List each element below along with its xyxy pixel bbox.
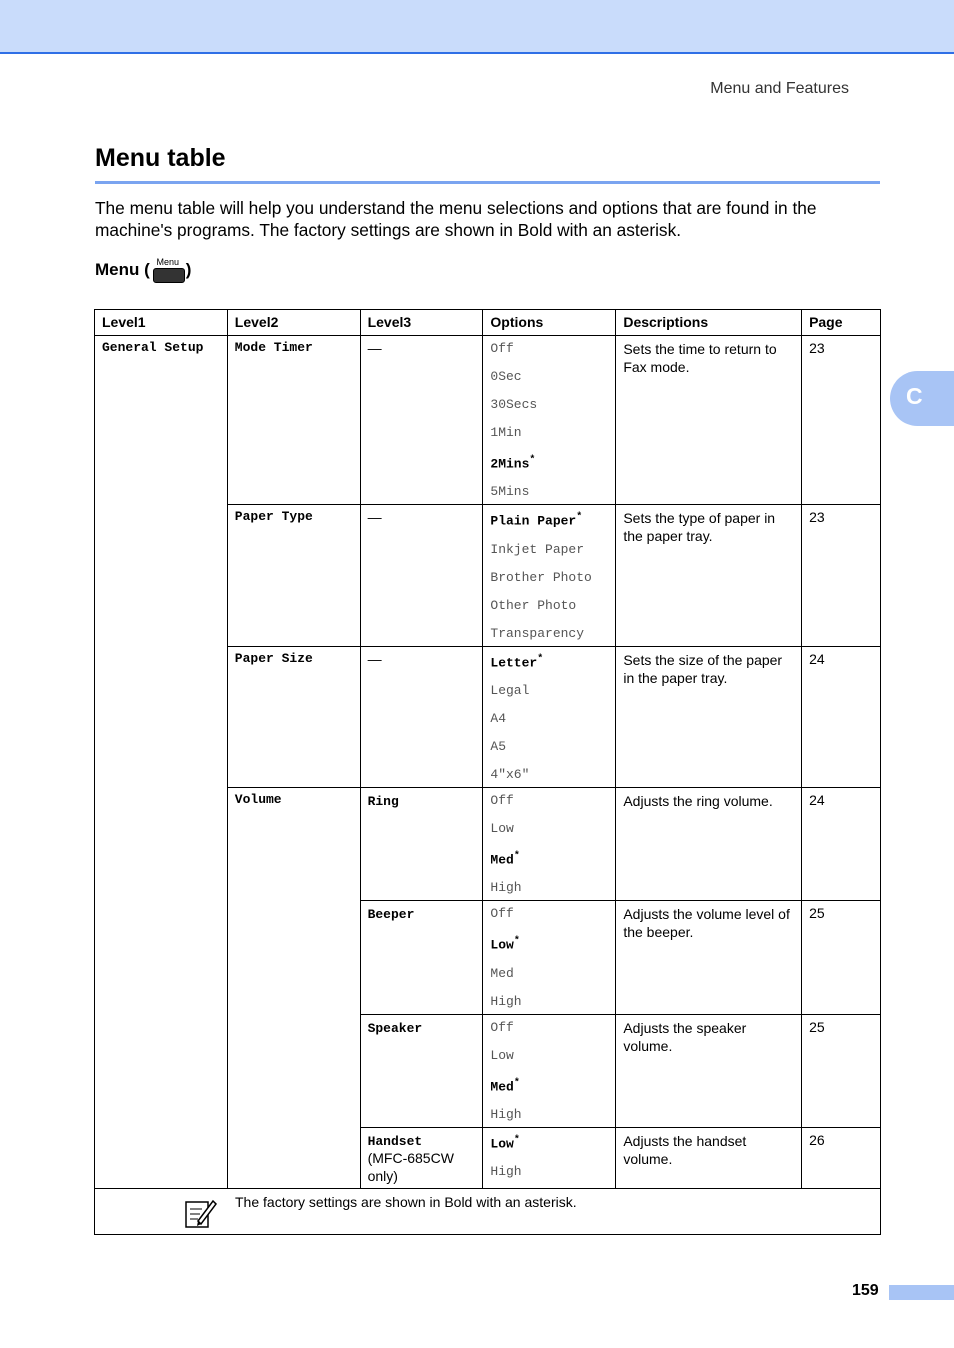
menu-heading [95,257,191,283]
option-text: Off [490,792,514,808]
intro-paragraph: The menu table will help you understand the menu selections and options that are found in the machine's programs. The factory settings are shown in Bold with an asterisk. [95,198,817,240]
default-asterisk: * [513,1077,520,1089]
header-level3: Level3 [360,310,483,336]
cell-level3 [360,336,483,505]
option-item [490,848,608,869]
cell-options [483,1014,616,1127]
option-text: Legal [490,682,530,698]
cell-description: Sets the size of the paper in the paper tray. [616,646,802,787]
cell-level3 [360,787,483,900]
note-text: The factory settings are shown in Bold with an asterisk. [235,1193,577,1210]
option-text: 1Min [490,425,522,440]
option-text: High [490,1106,522,1122]
cell-level2: Volume [227,787,360,1188]
menu-table [94,309,881,1235]
cell-options [483,1127,616,1188]
running-title: Menu and Features [710,80,849,97]
option-text: A4 [490,710,507,726]
menu-key-label: Menu [156,257,180,267]
option-text: Low [490,937,514,953]
option-text: High [490,1164,522,1180]
cell-options [483,901,616,1014]
cell-level1: General Setup [95,336,228,1189]
menu-key-button-shape [153,268,185,283]
cell-level3 [360,1014,483,1127]
header-options: Options [483,310,616,336]
cell-level3 [360,505,483,646]
note-cell [95,1188,881,1234]
table-header-row [95,310,881,336]
cell-level3 [360,1127,483,1188]
menu-key-icon [152,257,184,283]
option-item [490,738,608,756]
option-text: Med [490,1078,514,1094]
cell-level3 [360,646,483,787]
note-pencil-icon [184,1195,218,1229]
option-item [490,766,608,784]
cell-level2: Mode Timer [227,336,360,505]
header-descriptions: Descriptions [616,310,802,336]
level3-note: (MFC-685CW only) [367,1149,454,1184]
option-text: Off [490,341,514,356]
cell-page: 23 [802,336,881,505]
cell-description: Adjusts the volume level of the beeper. [616,901,802,1014]
option-item [490,710,608,728]
cell-level3 [360,901,483,1014]
default-asterisk: * [529,455,536,466]
header-level1: Level1 [95,310,228,336]
option-text: Low [490,1047,514,1063]
chapter-tab [890,371,954,426]
level3-text: — [367,340,382,356]
option-text: Med [490,965,514,981]
page-number-bar [889,1285,954,1300]
cell-options [483,787,616,900]
default-asterisk: * [513,1134,520,1146]
option-item [490,1019,608,1037]
page-number: 159 [852,1282,879,1299]
option-text: Transparency [490,625,585,641]
header-page: Page [802,310,881,336]
cell-page: 24 [802,646,881,787]
option-text: Plain Paper [490,513,577,529]
level3-text: — [367,509,382,526]
option-item [490,509,608,530]
cell-options [483,646,616,787]
option-item [490,905,608,923]
option-text: Other Photo [490,597,577,613]
cell-description: Adjusts the handset volume. [616,1127,802,1188]
level3-text: — [367,650,382,667]
option-text: 2Mins [490,456,530,472]
option-item [490,625,608,643]
option-text: Low [490,820,514,836]
option-item [490,452,608,473]
option-text: High [490,993,522,1009]
option-item [490,879,608,897]
header-band [0,0,954,54]
option-item [490,792,608,810]
cell-level2: Paper Size [227,646,360,787]
option-text: Off [490,906,514,922]
cell-level2: Paper Type [227,505,360,646]
option-item [490,1075,608,1096]
cell-options [483,505,616,646]
note-row [95,1188,881,1234]
option-item [490,820,608,838]
cell-description: Sets the time to return to Fax mode. [616,336,802,505]
table-row [95,336,881,505]
cell-page: 23 [802,505,881,646]
cell-description: Sets the type of paper in the paper tray. [616,505,802,646]
option-item [490,1047,608,1065]
option-text: 30Secs [490,397,538,412]
default-asterisk: * [513,936,520,948]
option-text: 5Mins [490,484,530,500]
option-item [490,483,608,501]
option-text: A5 [490,738,507,754]
option-text: 0Sec [490,369,522,384]
level3-text: Ring [367,793,399,809]
cell-page: 24 [802,787,881,900]
cell-description: Adjusts the speaker volume. [616,1014,802,1127]
option-item [490,1163,608,1181]
option-item [490,396,608,414]
level3-text: Beeper [367,907,415,923]
header-level2: Level2 [227,310,360,336]
option-item [490,597,608,615]
menu-heading-label: Menu ( [95,260,150,279]
option-text: High [490,880,522,896]
default-asterisk: * [537,653,544,665]
chapter-tab-letter: C [906,383,923,409]
option-text: 4"x6" [490,766,530,782]
cell-options [483,336,616,505]
option-text: Low [490,1136,514,1152]
option-item [490,651,608,672]
default-asterisk: * [576,512,583,524]
title-rule [95,181,880,184]
level3-text: Speaker [367,1020,423,1036]
option-item [490,569,608,587]
option-item [490,993,608,1011]
option-item [490,1132,608,1153]
option-item [490,682,608,700]
page-title: Menu table [95,144,226,172]
cell-page: 25 [802,1014,881,1127]
default-asterisk: * [513,850,520,862]
option-text: Letter [490,654,538,670]
cell-page: 25 [802,901,881,1014]
option-item [490,340,608,358]
menu-heading-close: ) [185,260,192,279]
level3-text: Handset [367,1133,423,1149]
option-item [490,541,608,559]
option-text: Med [490,852,514,868]
option-item [490,1106,608,1124]
option-item [490,933,608,954]
option-item [490,368,608,386]
option-text: Off [490,1019,514,1035]
option-text: Inkjet Paper [490,541,585,557]
option-item [490,965,608,983]
cell-description: Adjusts the ring volume. [616,787,802,900]
option-text: Brother Photo [490,569,592,585]
cell-page: 26 [802,1127,881,1188]
option-item [490,424,608,442]
